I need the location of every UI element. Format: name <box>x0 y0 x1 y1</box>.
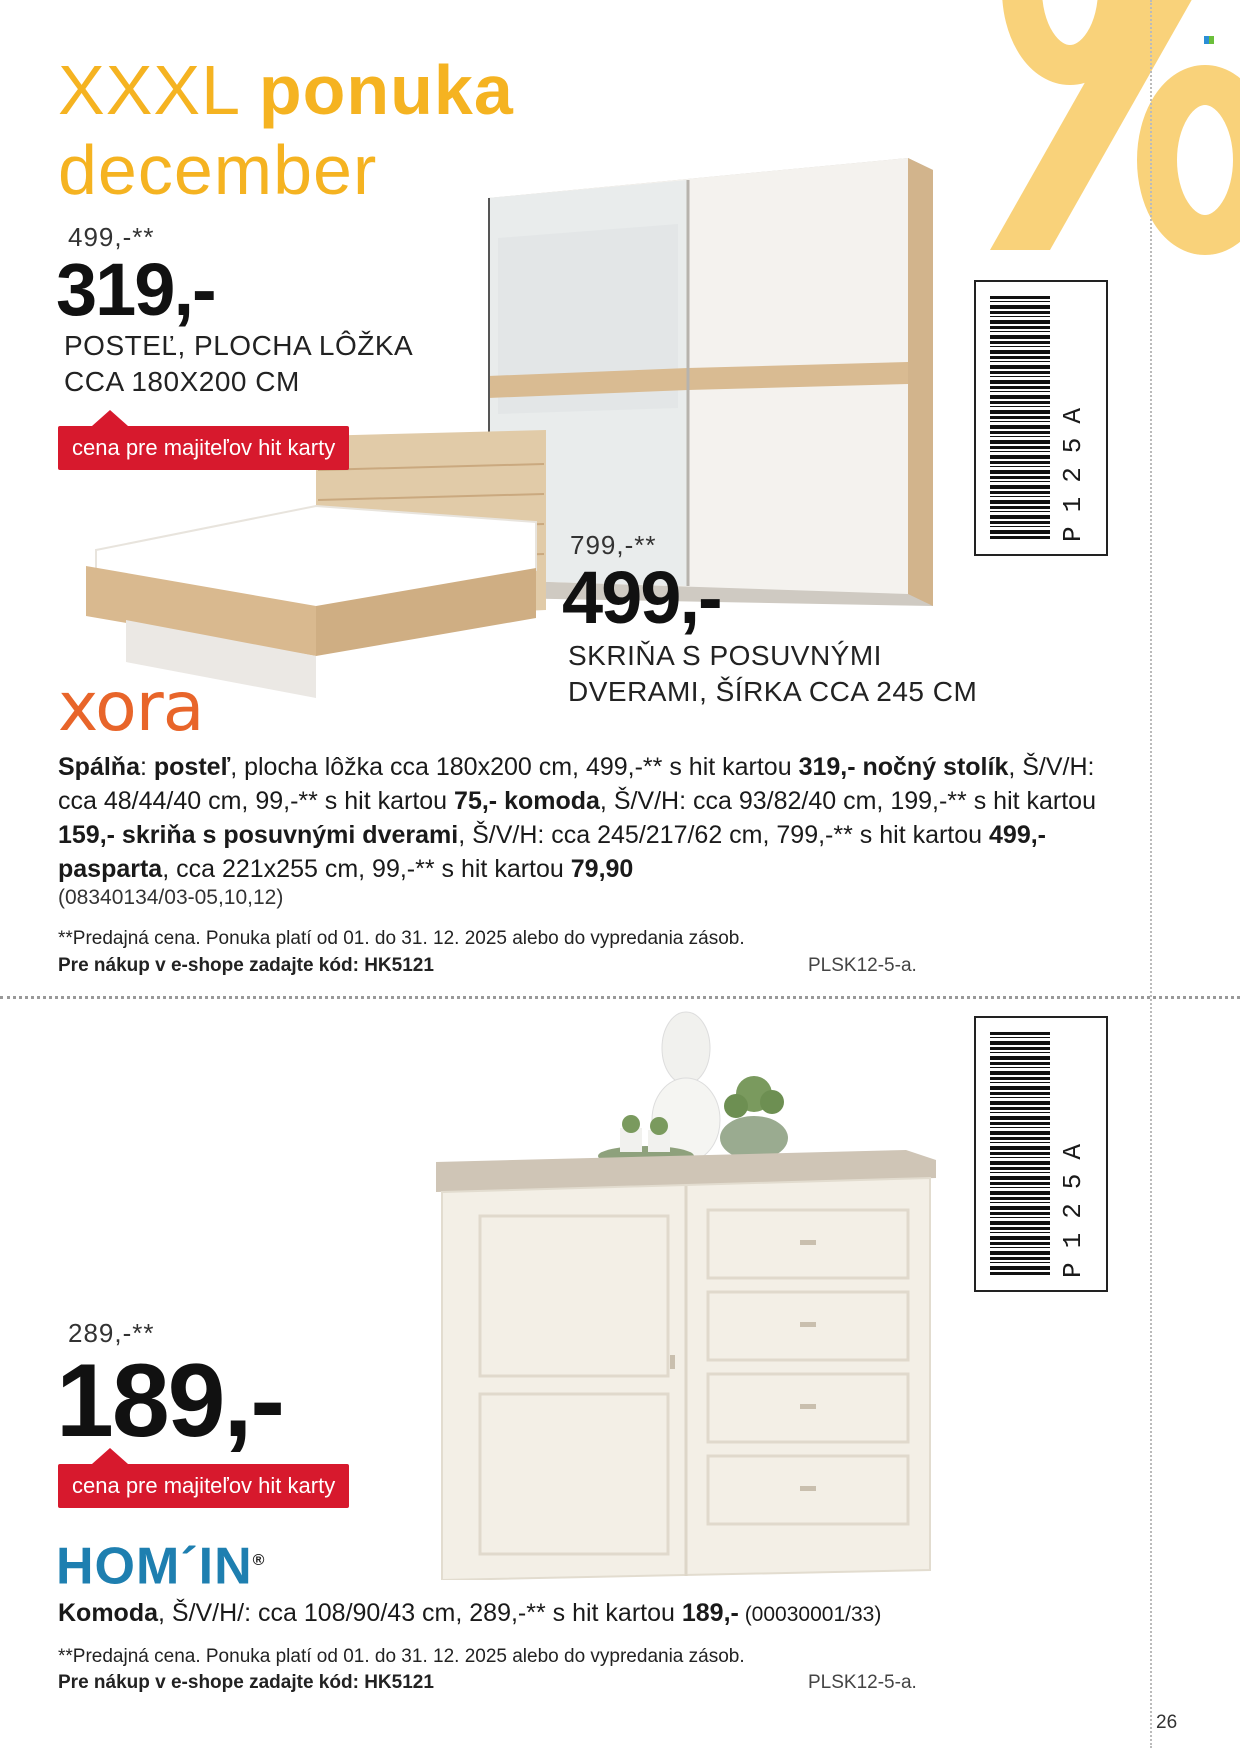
corner-marker <box>1204 36 1214 44</box>
dresser-description <box>58 1596 1138 1632</box>
barcode-2-bars <box>990 1032 1050 1276</box>
bedroom-desc-part: 319,- nočný stolík <box>798 753 1009 781</box>
barcode-1-label: P125A <box>1058 393 1088 542</box>
section-divider <box>0 996 1240 999</box>
dresser-image <box>436 1010 936 1580</box>
headline-bold: ponuka <box>258 51 514 129</box>
barcode-1 <box>974 280 1108 556</box>
bed-name <box>64 328 413 400</box>
bed-name-line1: POSTEĽ, PLOCHA LÔŽKA <box>64 330 414 361</box>
hit-card-badge: cena pre majiteľov hit karty <box>58 426 349 470</box>
dresser-desc-name: Komoda <box>58 1599 158 1627</box>
homin-logo-text: HOM´IN <box>56 1537 253 1596</box>
wardrobe-price: 499,- <box>562 556 721 639</box>
bedroom-desc-part: , Š/V/H: cca 93/82/40 cm, 199,-** s hit kartou <box>599 787 1096 815</box>
bedroom-description <box>58 750 1138 886</box>
footnote-1: **Predajná cena. Ponuka platí od 01. do 31. 12. 2025 alebo do vypredania zásob. <box>58 928 745 949</box>
wardrobe-name-line2: DVERAMI, ŠÍRKA CCA 245 CM <box>568 676 978 707</box>
eshop-code-1: Pre nákup v e-shope zadajte kód: HK5121 <box>58 955 434 976</box>
dresser-old-price: 289,-** <box>68 1318 155 1348</box>
bedroom-desc-part: 79,90 <box>570 855 634 883</box>
page-headline <box>58 50 514 210</box>
bedroom-desc-part: posteľ <box>153 753 231 781</box>
wardrobe-name <box>568 638 977 710</box>
bedroom-desc-part: , cca 221x255 cm, 99,-** s hit kartou <box>162 855 571 883</box>
page-number: 26 <box>1156 1712 1178 1733</box>
wardrobe-image <box>488 158 933 606</box>
headline-month: december <box>58 131 378 209</box>
bedroom-desc-part: 499,- pasparta <box>58 821 1046 883</box>
badge-arrow <box>92 410 128 426</box>
bedroom-desc-part: Spálňa <box>58 753 140 781</box>
registered-mark: ® <box>252 1552 266 1569</box>
hit-card-badge-2: cena pre majiteľov hit karty <box>58 1464 349 1508</box>
xora-logo <box>58 668 204 747</box>
wardrobe-name-line1: SKRIŇA S POSUVNÝMI <box>568 640 882 671</box>
xora-logo-text: xora <box>58 668 204 747</box>
bed-name-line2: CCA 180X200 CM <box>64 366 300 397</box>
bedroom-desc-part: , plocha lôžka cca 180x200 cm, 499,-** s hit kartou <box>230 753 799 781</box>
barcode-1-bars <box>990 296 1050 540</box>
percent-decoration <box>990 0 1240 270</box>
barcode-2-label: P125A <box>1058 1129 1088 1278</box>
bedroom-desc-part: , Š/V/H: cca 48/44/40 cm, 99,-** s hit kartou <box>58 753 1095 815</box>
bedroom-desc-part: 159,- skriňa s posuvnými dverami <box>58 821 459 849</box>
headline-light: XXXL <box>58 51 239 129</box>
dresser-price: 189,- <box>56 1343 284 1459</box>
bedroom-desc-part: 75,- komoda <box>454 787 600 815</box>
vertical-cut-line <box>1150 0 1152 1748</box>
ref-code-2: PLSK12-5-a. <box>808 1672 917 1693</box>
bedroom-desc-part: : <box>139 753 154 781</box>
eshop-code-2: Pre nákup v e-shope zadajte kód: HK5121 <box>58 1672 434 1693</box>
wardrobe-old-price: 799,-** <box>570 530 657 560</box>
dresser-desc-details: , Š/V/H/: cca 108/90/43 cm, 289,-** s hit kartou <box>158 1599 682 1627</box>
barcode-2 <box>974 1016 1108 1292</box>
badge-arrow-2 <box>92 1448 128 1464</box>
bed-old-price: 499,-** <box>68 222 155 252</box>
bedroom-desc-part: , Š/V/H: cca 245/217/62 cm, 799,-** s hit kartou <box>458 821 990 849</box>
ref-code-1: PLSK12-5-a. <box>808 955 917 976</box>
dresser-desc-price: 189,- <box>681 1599 739 1627</box>
dresser-desc-code: (00030001/33) <box>738 1603 882 1626</box>
bed-image <box>86 430 546 702</box>
bed-price: 319,- <box>56 248 215 331</box>
bedroom-code: (08340134/03-05,10,12) <box>58 886 284 909</box>
homin-logo <box>56 1532 265 1595</box>
footnote-2: **Predajná cena. Ponuka platí od 01. do 31. 12. 2025 alebo do vypredania zásob. <box>58 1646 745 1667</box>
